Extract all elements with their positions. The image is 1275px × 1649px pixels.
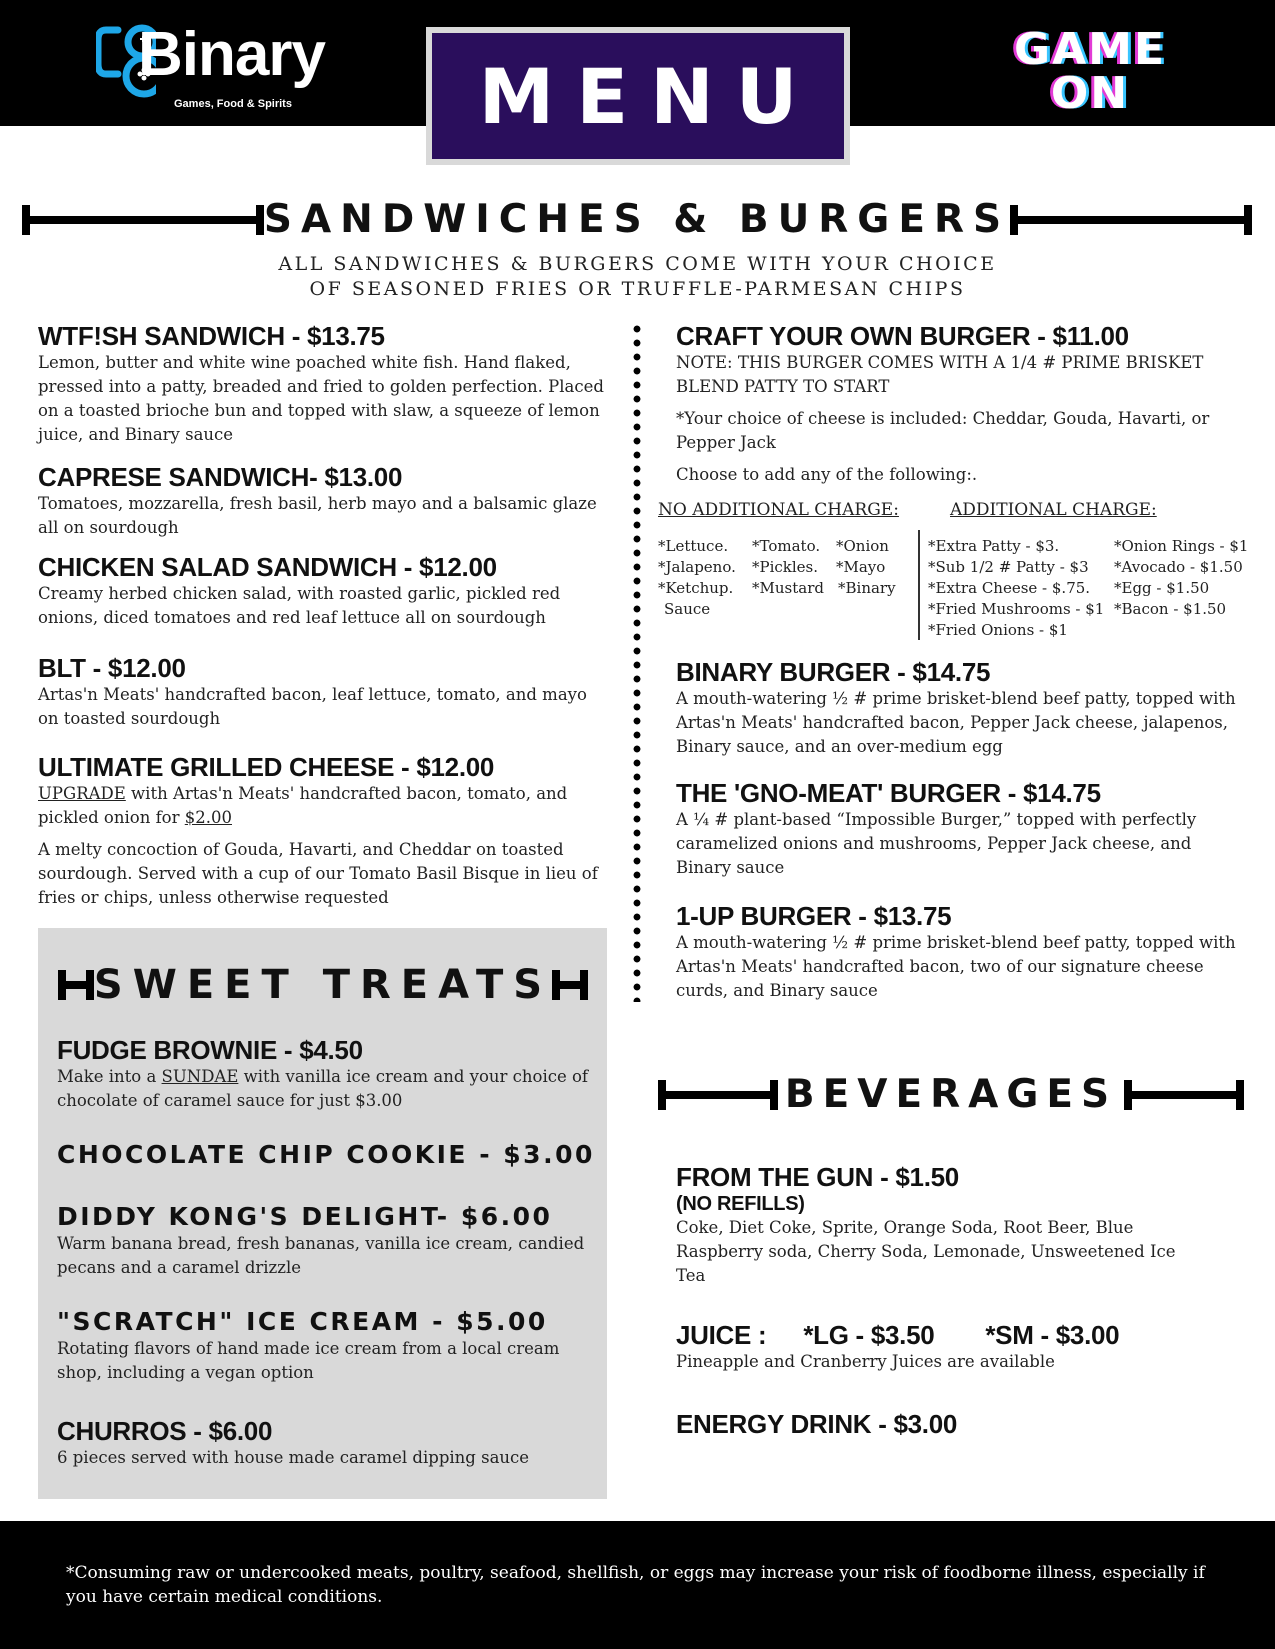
item-title: BLT - $12.00: [38, 653, 186, 683]
juice-sm-price: *SM - $3.00: [985, 1320, 1120, 1350]
sandwiches-heading: SANDWICHES & BURGERS: [263, 197, 1011, 242]
sundae-link: SUNDAE: [161, 1067, 239, 1086]
no-refills-note: (NO REFILLS): [676, 1193, 805, 1215]
item-description: Warm banana bread, fresh bananas, vanilla ice cream, candied pecans and a caramel drizzle: [57, 1234, 585, 1277]
juice-title: [676, 1320, 1236, 1350]
charge-header: ADDITIONAL CHARGE:: [950, 500, 1157, 520]
title-bar-left: [658, 1091, 778, 1099]
addon-paid: *Extra Cheese - $.75.: [928, 579, 1091, 597]
addon-paid: *Bacon - $1.50: [1114, 600, 1227, 618]
item-description: Rotating flavors of hand made ice cream from a local cream shop, including a vegan option: [57, 1339, 560, 1382]
food-safety-disclaimer: *Consuming raw or undercooked meats, poultry, seafood, shellfish, or eggs may increase your risk of foodborne illness, especially if you have certain medical conditions.: [66, 1563, 1205, 1607]
item-title: CHICKEN SALAD SANDWICH - $12.00: [38, 552, 497, 582]
menu-item: [57, 1307, 602, 1385]
item-title: CAPRESE SANDWICH- $13.00: [38, 462, 403, 492]
game-on-badge: [990, 24, 1190, 119]
item-description: A mouth-watering ½ # prime brisket-blend beef patty, topped with Artas'n Meats' handcrafted bacon, Pepper Jack cheese, jalapenos, Binary sauce, and an over-medium egg: [676, 689, 1236, 756]
beverage-item: [676, 1409, 1236, 1439]
upgrade-price: $2.00: [184, 808, 232, 827]
item-title: CHOCOLATE CHIP COOKIE - $3.00: [57, 1140, 595, 1169]
menu-item: [38, 321, 608, 447]
item-description: Coke, Diet Coke, Sprite, Orange Soda, Root Beer, Blue Raspberry soda, Cherry Soda, Lemonade, Unsweetened Ice Tea: [676, 1218, 1176, 1285]
craft-choose: Choose to add any of the following:.: [676, 465, 978, 484]
item-title: DIDDY KONG'S DELIGHT- $6.00: [57, 1202, 553, 1231]
menu-title: MENU: [478, 51, 820, 141]
item-description: A ¼ # plant-based “Impossible Burger,” topped with perfectly caramelized onions and mushrooms, Pepper Jack cheese, and Binary sauce: [676, 810, 1197, 877]
upgrade-note: UPGRADE with Artas'n Meats' handcrafted bacon, tomato, and pickled onion for $2.00: [38, 784, 568, 827]
addon-paid: *Fried Onions - $1: [928, 621, 1068, 639]
item-title: WTF!SH SANDWICH - $13.75: [38, 321, 385, 351]
beverages-section-title: [658, 1072, 1244, 1117]
addon-paid: *Extra Patty - $3.: [928, 537, 1060, 555]
beverage-item: [676, 1320, 1236, 1374]
addon-free: *Lettuce.: [658, 537, 729, 555]
addon-paid: *Sub 1/2 # Patty - $3: [928, 558, 1089, 576]
item-description: Pineapple and Cranberry Juices are available: [676, 1352, 1055, 1371]
item-description: Artas'n Meats' handcrafted bacon, leaf lettuce, tomato, and mayo on toasted sourdough: [38, 685, 587, 728]
item-title: FROM THE GUN - $1.50: [676, 1162, 959, 1192]
menu-item: [57, 1140, 602, 1170]
title-bar-right: [552, 981, 588, 989]
sandwiches-section-title: [22, 197, 1252, 242]
item-description: Make into a SUNDAE with vanilla ice cream and your choice of chocolate of caramel sauce for just $3.00: [57, 1067, 589, 1110]
addon-free: *Jalapeno.: [658, 558, 736, 576]
item-title: BINARY BURGER - $14.75: [676, 657, 991, 687]
game-on-line1: GAME: [1013, 24, 1166, 75]
item-title: ULTIMATE GRILLED CHEESE - $12.00: [38, 752, 495, 782]
menu-item: [57, 1035, 602, 1113]
item-title: FUDGE BROWNIE - $4.50: [57, 1035, 363, 1065]
menu-item: [38, 752, 608, 910]
craft-note: NOTE: THIS BURGER COMES WITH A 1/4 # PRIME BRISKET BLEND PATTY TO START: [676, 353, 1204, 396]
item-description: Tomatoes, mozzarella, fresh basil, herb mayo and a balsamic glaze all on sourdough: [38, 494, 597, 537]
item-title: 1-UP BURGER - $13.75: [676, 901, 952, 931]
menu-item: [38, 462, 608, 540]
menu-item: [676, 657, 1236, 759]
binary-logo: [96, 22, 336, 118]
addon-paid: *Fried Mushrooms - $1: [928, 600, 1105, 618]
item-title: "SCRATCH" ICE CREAM - $5.00: [57, 1307, 548, 1336]
addon-free: *Ketchup.: [658, 579, 734, 597]
item-title: ENERGY DRINK - $3.00: [676, 1409, 958, 1439]
menu-item: [676, 901, 1236, 1003]
addon-free: *Pickles.: [752, 558, 819, 576]
upgrade-label: UPGRADE: [38, 784, 126, 803]
addon-free: Sauce: [664, 600, 711, 618]
craft-burger: [676, 321, 1246, 487]
column-divider: [633, 322, 641, 1002]
menu-item: [57, 1416, 602, 1470]
no-charge-header: NO ADDITIONAL CHARGE:: [658, 500, 899, 520]
addon-free: *Binary: [838, 579, 896, 597]
menu-item: [676, 778, 1236, 880]
item-description: A mouth-watering ½ # prime brisket-blend beef patty, topped with Artas'n Meats' handcrafted bacon, two of our signature cheese curds, and Binary sauce: [676, 933, 1236, 1000]
addon-free: *Tomato.: [752, 537, 821, 555]
title-bar-left: [22, 216, 264, 224]
menu-item: [38, 552, 608, 630]
title-bar-left: [58, 981, 94, 989]
title-bar-right: [1010, 216, 1252, 224]
treats-heading: SWEET TREATS: [93, 962, 553, 1008]
addon-free: *Mayo: [836, 558, 886, 576]
logo-wordmark: Binary: [138, 20, 325, 89]
menu-item: [57, 1202, 602, 1280]
sides-note: ALL SANDWICHES & BURGERS COME WITH YOUR CHOICE OF SEASONED FRIES OR TRUFFLE-PARMESAN CHIPS: [278, 253, 997, 300]
treats-section-title: [58, 962, 588, 1008]
addon-paid: *Onion Rings - $1: [1114, 537, 1249, 555]
addon-free: *Mustard: [752, 579, 824, 597]
item-title: THE 'GNO-MEAT' BURGER - $14.75: [676, 778, 1101, 808]
footer-bar: [0, 1521, 1275, 1649]
logo-tagline: Games, Food & Spirits: [174, 98, 292, 110]
menu-item: [38, 653, 608, 731]
item-title: CHURROS - $6.00: [57, 1416, 273, 1446]
addons-divider: [918, 530, 920, 640]
title-bar-right: [1124, 1091, 1244, 1099]
item-description: Creamy herbed chicken salad, with roasted garlic, pickled red onions, diced tomatoes and red leaf lettuce all on sourdough: [38, 584, 561, 627]
craft-cheese: *Your choice of cheese is included: Cheddar, Gouda, Havarti, or Pepper Jack: [676, 409, 1210, 452]
juice-label: JUICE :: [676, 1320, 767, 1350]
addon-paid: *Egg - $1.50: [1114, 579, 1210, 597]
juice-lg-price: *LG - $3.50: [803, 1320, 935, 1350]
beverage-item: [676, 1162, 1196, 1288]
menu-title-box: [426, 27, 850, 165]
addon-paid: *Avocado - $1.50: [1114, 558, 1243, 576]
beverages-heading: BEVERAGES: [784, 1072, 1118, 1117]
item-description: A melty concoction of Gouda, Havarti, and Cheddar on toasted sourdough. Served with a cup of our Tomato Basil Bisque in lieu of fries or chips, unless otherwise requested: [38, 840, 598, 907]
item-title: CRAFT YOUR OWN BURGER - $11.00: [676, 321, 1129, 351]
game-on-line2: ON: [1050, 68, 1130, 119]
item-description: Lemon, butter and white wine poached white fish. Hand flaked, pressed into a patty, breaded and fried to golden perfection. Placed on a toasted brioche bun and topped with slaw, a squeeze of lemon juice, and Binary sauce: [38, 353, 604, 444]
addon-free: *Onion: [836, 537, 889, 555]
item-description: 6 pieces served with house made caramel dipping sauce: [57, 1448, 530, 1467]
